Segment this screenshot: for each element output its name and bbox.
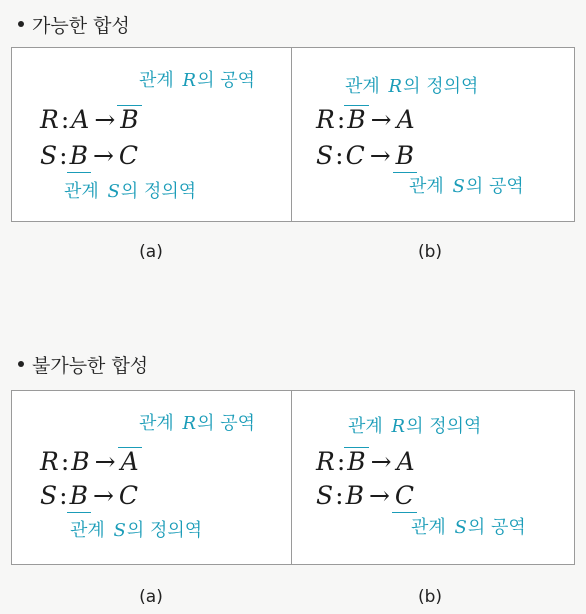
- bullet-icon: [18, 361, 24, 367]
- top-annotation: 관계 R의 정의역: [345, 76, 479, 97]
- codomain-underline: B: [395, 141, 415, 170]
- equation-r: R:B → A: [316, 105, 415, 134]
- equation-s: S:B → C: [316, 481, 415, 510]
- caption-a: (a): [139, 242, 163, 262]
- bottom-annotation: 관계 S의 공역: [409, 176, 524, 197]
- panel-divider: [291, 391, 292, 564]
- bottom-annotation: 관계 S의 정의역: [70, 520, 203, 541]
- top-annotation: 관계 R의 공역: [139, 413, 255, 434]
- bottom-annotation: 관계 S의 공역: [411, 517, 526, 538]
- codomain-overline: B: [120, 105, 139, 134]
- equation-r: R:A → B: [40, 105, 139, 134]
- section-title-impossible: [18, 351, 148, 377]
- caption-a: (a): [139, 587, 163, 607]
- equation-s: S:C → B: [316, 141, 415, 170]
- equation-r: R:B → A: [40, 447, 139, 476]
- section-title-text: 불가능한 합성: [32, 354, 149, 377]
- domain-overline: B: [347, 105, 366, 134]
- equation-s: S:B → C: [40, 141, 139, 170]
- bottom-annotation: 관계 S의 정의역: [64, 181, 197, 202]
- domain-overline: B: [347, 447, 366, 476]
- top-annotation: 관계 R의 공역: [139, 70, 255, 91]
- caption-b: (b): [417, 587, 443, 607]
- top-annotation: 관계 R의 정의역: [348, 416, 482, 437]
- bullet-icon: [18, 21, 24, 27]
- section-title-text: 가능한 합성: [32, 14, 130, 37]
- section-title-possible: [18, 11, 130, 37]
- caption-b: (b): [417, 242, 443, 262]
- equation-r: R:B → A: [316, 447, 415, 476]
- diagram-box-possible: [11, 47, 575, 222]
- codomain-underline: C: [394, 481, 415, 510]
- equation-s: S:B → C: [40, 481, 139, 510]
- panel-divider: [291, 48, 292, 221]
- domain-underline: B: [69, 481, 88, 510]
- codomain-overline: A: [120, 447, 139, 476]
- diagram-box-impossible: [11, 390, 575, 565]
- domain-underline: B: [69, 141, 88, 170]
